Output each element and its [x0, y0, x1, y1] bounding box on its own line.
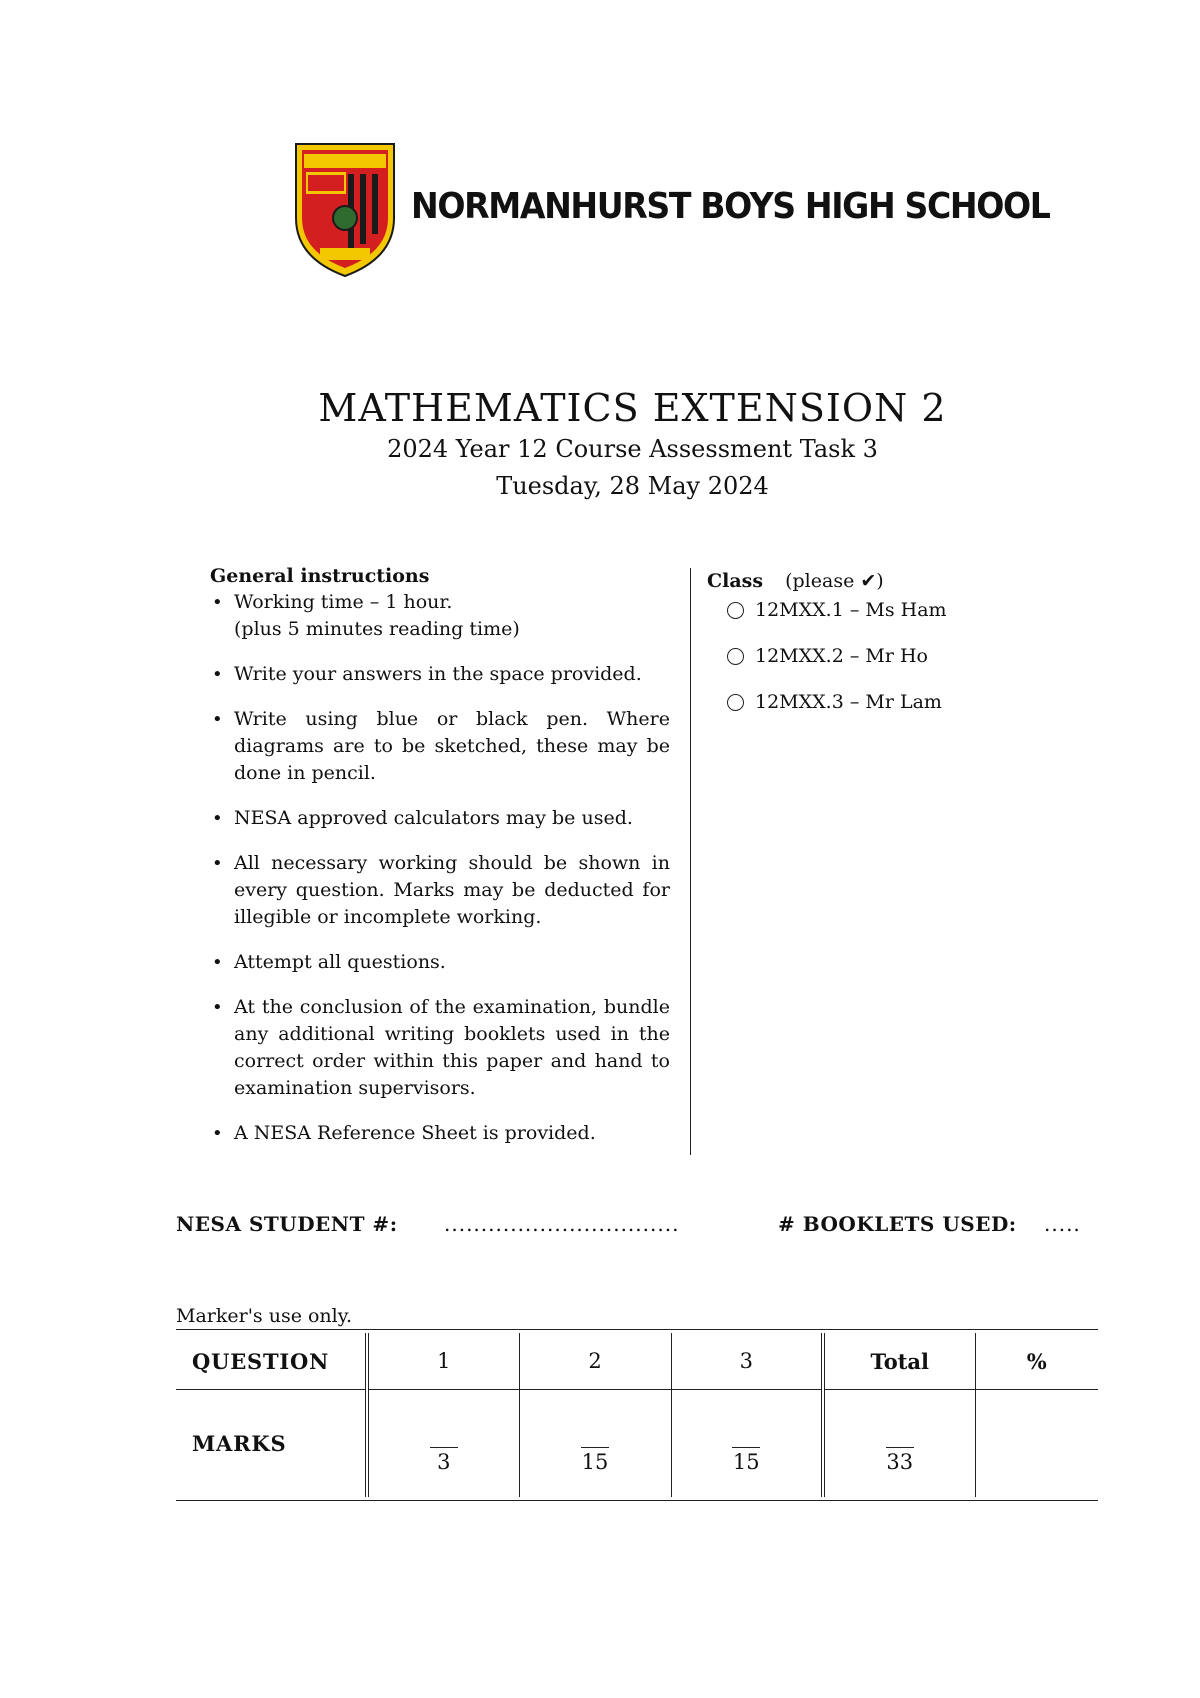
- bullet-icon: •: [212, 592, 223, 613]
- fraction-line: [581, 1447, 609, 1448]
- marks-row: [176, 1390, 1098, 1498]
- class-option-1[interactable]: [727, 597, 1067, 624]
- class-selection: [707, 567, 1067, 735]
- booklets-used-label: # BOOKLETS USED:: [778, 1212, 1017, 1236]
- out-of-value: 15: [732, 1450, 760, 1474]
- instruction-text: A NESA Reference Sheet is provided.: [234, 1122, 596, 1144]
- instruction-item: [210, 706, 670, 787]
- marks-cell-1[interactable]: [367, 1390, 519, 1498]
- radio-circle-icon[interactable]: [727, 602, 744, 619]
- instructions-list: [210, 589, 670, 1147]
- marks-cell-2[interactable]: [519, 1390, 671, 1498]
- instruction-text: All necessary working should be shown in every question. Marks may be deducted for illegible or incomplete working.: [234, 852, 670, 928]
- table-top-rule: [176, 1329, 1098, 1330]
- bullet-icon: •: [212, 709, 223, 730]
- booklets-used-field[interactable]: .....: [1044, 1212, 1081, 1236]
- bullet-icon: •: [212, 664, 223, 685]
- instruction-text: Working time – 1 hour.: [234, 591, 453, 613]
- question-col-3: 3: [671, 1333, 823, 1390]
- marks-table-wrap: [176, 1329, 1098, 1501]
- out-of-fraction: [732, 1447, 760, 1474]
- school-name: NORMANHURST BOYS HIGH SCHOOL: [411, 186, 1050, 227]
- instruction-item: [210, 1120, 670, 1147]
- out-of-value: 3: [437, 1450, 451, 1474]
- class-option-3[interactable]: [727, 689, 1067, 716]
- instruction-text: Attempt all questions.: [234, 951, 446, 973]
- fraction-line: [430, 1447, 458, 1448]
- nesa-student-label: NESA STUDENT #:: [176, 1212, 398, 1236]
- table-bottom-rule: [176, 1500, 1098, 1501]
- title-block: [0, 385, 1200, 505]
- marks-cell-total[interactable]: [823, 1390, 975, 1498]
- marker-use-label: Marker's use only.: [176, 1305, 352, 1327]
- nesa-student-field[interactable]: ................................: [444, 1212, 680, 1236]
- exam-task: 2024 Year 12 Course Assessment Task 3: [387, 435, 878, 463]
- instruction-text: At the conclusion of the examination, bundle any additional writing booklets used in the correct order within this paper and hand to examination supervisors.: [234, 996, 670, 1099]
- bullet-icon: •: [212, 808, 223, 829]
- column-divider: [690, 568, 691, 1155]
- general-instructions: [210, 565, 670, 1165]
- marks-table: [176, 1333, 1098, 1497]
- bullet-icon: •: [212, 853, 223, 874]
- instruction-text: Write using blue or black pen. Where diagrams are to be sketched, these may be done in pencil.: [234, 708, 670, 784]
- bullet-icon: •: [212, 997, 223, 1018]
- instruction-item: [210, 850, 670, 931]
- marks-header: MARKS: [176, 1390, 367, 1498]
- radio-circle-icon[interactable]: [727, 648, 744, 665]
- fraction-line: [732, 1447, 760, 1448]
- out-of-fraction: [886, 1447, 914, 1474]
- class-option-2[interactable]: [727, 643, 1067, 670]
- exam-date: Tuesday, 28 May 2024: [496, 472, 769, 500]
- marks-cell-3[interactable]: [671, 1390, 823, 1498]
- fraction-line: [886, 1447, 914, 1448]
- student-details-row: [176, 1212, 1096, 1242]
- class-option-label: 12MXX.3 – Mr Lam: [755, 691, 942, 713]
- out-of-fraction: [430, 1447, 458, 1474]
- class-option-label: 12MXX.2 – Mr Ho: [755, 645, 928, 667]
- class-hint: (please ✔): [785, 570, 884, 592]
- question-row: [176, 1333, 1098, 1390]
- class-option-label: 12MXX.1 – Ms Ham: [755, 599, 947, 621]
- instruction-item: [210, 805, 670, 832]
- instruction-extra: (plus 5 minutes reading time): [234, 618, 520, 640]
- instruction-item: [210, 994, 670, 1102]
- instructions-heading: General instructions: [210, 565, 430, 587]
- total-header: Total: [823, 1333, 975, 1390]
- bullet-icon: •: [212, 952, 223, 973]
- class-heading: [707, 567, 1067, 595]
- bullet-icon: •: [212, 1123, 223, 1144]
- percent-header: %: [975, 1333, 1098, 1390]
- instruction-text: Write your answers in the space provided.: [234, 663, 642, 685]
- radio-circle-icon[interactable]: [727, 694, 744, 711]
- instruction-item: [210, 589, 670, 643]
- class-label: Class: [707, 570, 764, 592]
- out-of-value: 15: [581, 1450, 609, 1474]
- school-crest-logo: [290, 140, 400, 280]
- exam-title: MATHEMATICS EXTENSION 2: [318, 386, 947, 430]
- out-of-fraction: [581, 1447, 609, 1474]
- out-of-value: 33: [886, 1450, 914, 1474]
- question-col-1: 1: [367, 1333, 519, 1390]
- instruction-item: [210, 661, 670, 688]
- instruction-item: [210, 949, 670, 976]
- question-col-2: 2: [519, 1333, 671, 1390]
- marks-cell-percent[interactable]: [975, 1390, 1098, 1498]
- question-header: QUESTION: [176, 1333, 367, 1390]
- instruction-text: NESA approved calculators may be used.: [234, 807, 633, 829]
